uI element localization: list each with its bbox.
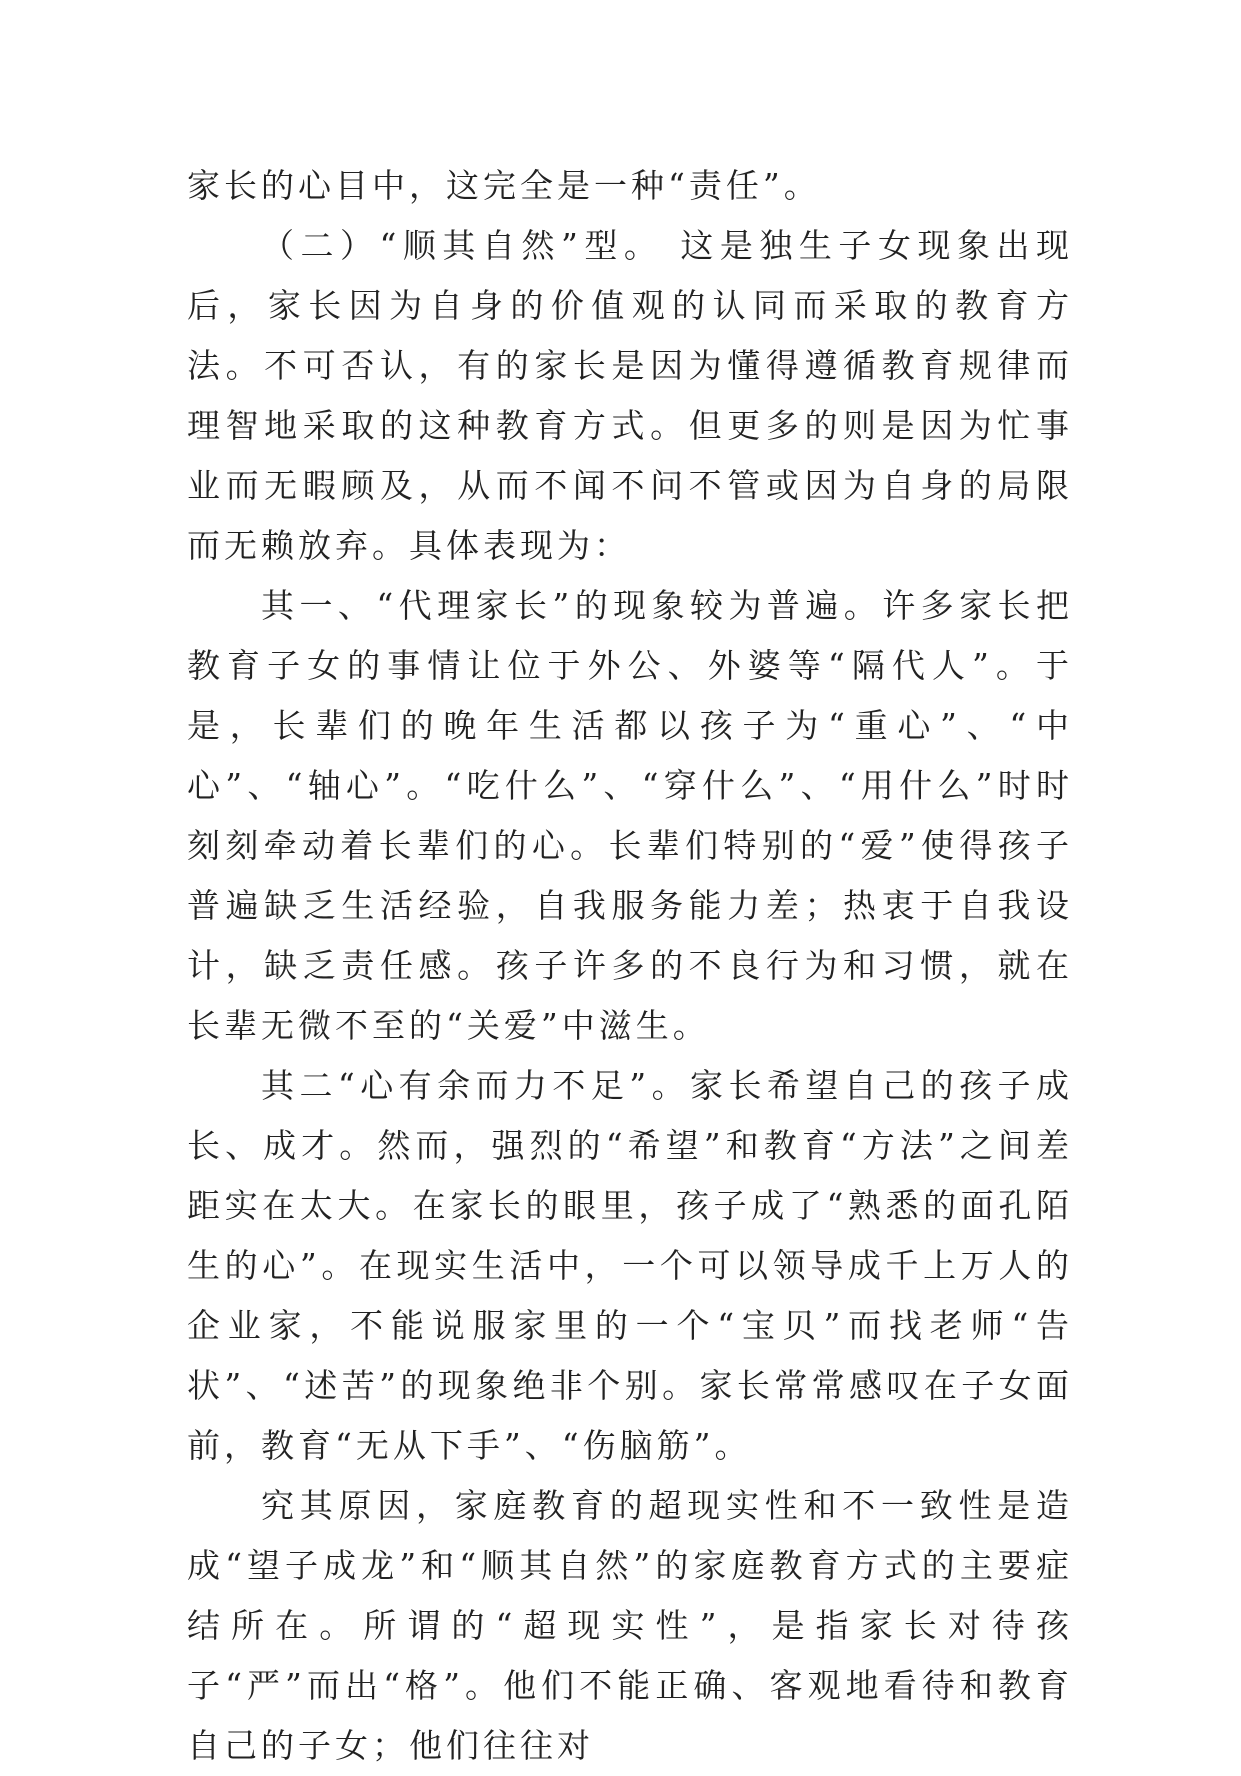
body-text [187,156,1073,1776]
paragraph-cause: 究其原因，家庭教育的超现实性和不一致性是造成“望子成龙”和“顺其自然”的家庭教育方式的主要症结所在。所谓的“超现实性”，是指家长对待孩子“严”而出“格”。他们不能正确、客观地看待和教育自己的子女；他们往往对 [187,1486,1073,1765]
paragraph-point-2: 其二“心有余而力不足”。家长希望自己的孩子成长、成才。然而，强烈的“希望”和教育“方法”之间差距实在太大。在家长的眼里，孩子成了“熟悉的面孔陌生的心”。在现实生活中，一个可以领导成千上万人的企业家，不能说服家里的一个“宝贝”而找老师“告状”、“述苦”的现象绝非个别。家长常常感叹在子女面前，教育“无从下手”、“伤脑筋”。 [187,1066,1073,1465]
paragraph-continuation: 家长的心目中，这完全是一种“责任”。 [187,166,821,205]
paragraph-point-1: 其一、“代理家长”的现象较为普遍。许多家长把教育子女的事情让位于外公、外婆等“隔代人”。于是，长辈们的晚年生活都以孩子为“重心”、“中心”、“轴心”。“吃什么”、“穿什么”、“用什么”时时刻刻牵动着长辈们的心。长辈们特别的“爱”使得孩子普遍缺乏生活经验，自我服务能力差；热衷于自我设计，缺乏责任感。孩子许多的不良行为和习惯，就在长辈无微不至的“关爱”中滋生。 [187,586,1073,1045]
paragraph-section-2: （二）“顺其自然”型。 这是独生子女现象出现后，家长因为自身的价值观的认同而采取的教育方法。不可否认，有的家长是因为懂得遵循教育规律而理智地采取的这种教育方式。但更多的则是因为忙事业而无暇顾及，从而不闻不问不管或因为自身的局限而无赖放弃。具体表现为： [187,226,1073,565]
